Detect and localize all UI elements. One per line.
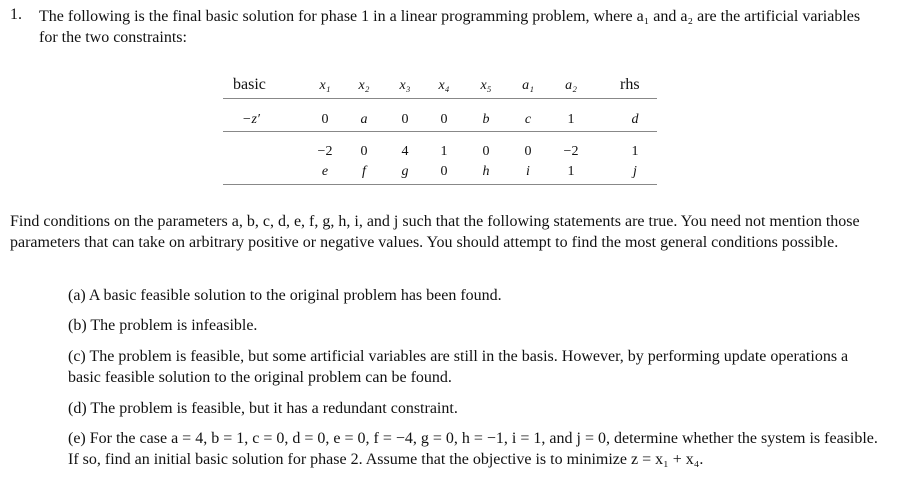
problem-number: 1. <box>10 6 22 23</box>
tableau-var-header: x₁ <box>319 78 331 93</box>
tableau-var-header: x₄ <box>438 78 450 93</box>
tableau-cell: 0 <box>440 164 448 179</box>
tableau-cell: 1 <box>440 144 448 159</box>
tableau-var-header: x₂ <box>358 78 370 93</box>
tableau-row-label: −z′ <box>242 112 260 127</box>
part-c: (c) The problem is feasible, but some artificial variables are still in the basis. However, by performing update operations a basic feasible solution to the original problem can be found. <box>68 348 849 386</box>
part-a: (a) A basic feasible solution to the original problem has been found. <box>68 287 502 304</box>
tableau-cell: 0 <box>482 144 490 159</box>
tableau-cell: c <box>524 112 532 127</box>
tableau-var-header: a₂ <box>565 78 577 93</box>
tableau-cell: 0 <box>440 112 448 127</box>
problem-intro: The following is the final basic solution for phase 1 in a linear programming problem, where a₁ and a₂ are the artificial variables for the two constraints: <box>39 8 861 46</box>
tableau-cell: −2 <box>563 144 579 159</box>
tableau-cell: b <box>482 112 490 127</box>
tableau-rhs-header: rhs <box>620 76 640 93</box>
tableau-bottom-rule <box>223 184 657 185</box>
part-e: (e) For the case a = 4, b = 1, c = 0, d = 0, e = 0, f = −4, g = 0, h = −1, i = 1, and j = 0, determine whether the system is feasible. If so, find an initial basic solution for phase 2. Assume that the objective is to minimize z = x₁ + x₄. <box>68 430 878 468</box>
tableau-cell: 0 <box>401 112 409 127</box>
tableau-cell: 0 <box>524 144 532 159</box>
tableau-cell: 0 <box>360 144 368 159</box>
tableau-cell: 1 <box>567 112 575 127</box>
tableau-cell: 1 <box>567 164 575 179</box>
tableau-cell: −2 <box>317 144 333 159</box>
tableau-var-header: a₁ <box>522 78 534 93</box>
simplex-tableau <box>223 72 657 187</box>
tableau-header-rule <box>223 98 657 99</box>
instructions-paragraph: Find conditions on the parameters a, b, c, d, e, f, g, h, i, and j such that the following statements are true. You need not mention those parameters that can take on arbitrary positive or negative values. You should attempt to find the most general conditions possible. <box>10 213 860 251</box>
tableau-cell: 0 <box>321 112 329 127</box>
tableau-rhs-cell: 1 <box>631 144 639 159</box>
tableau-rhs-cell: d <box>631 112 639 127</box>
tableau-cell: f <box>362 164 366 179</box>
tableau-objective-rule <box>223 131 657 132</box>
tableau-var-header: x₅ <box>480 78 492 93</box>
tableau-cell: a <box>360 112 368 127</box>
part-d: (d) The problem is feasible, but it has a redundant constraint. <box>68 400 458 417</box>
tableau-cell: i <box>526 164 530 179</box>
tableau-basic-header: basic <box>233 76 266 93</box>
tableau-cell: 4 <box>401 144 409 159</box>
tableau-var-header: x₃ <box>399 78 411 93</box>
tableau-cell: g <box>401 164 409 179</box>
tableau-rhs-cell: j <box>633 164 637 179</box>
tableau-cell: e <box>321 164 329 179</box>
tableau-cell: h <box>482 164 490 179</box>
part-b: (b) The problem is infeasible. <box>68 317 258 334</box>
